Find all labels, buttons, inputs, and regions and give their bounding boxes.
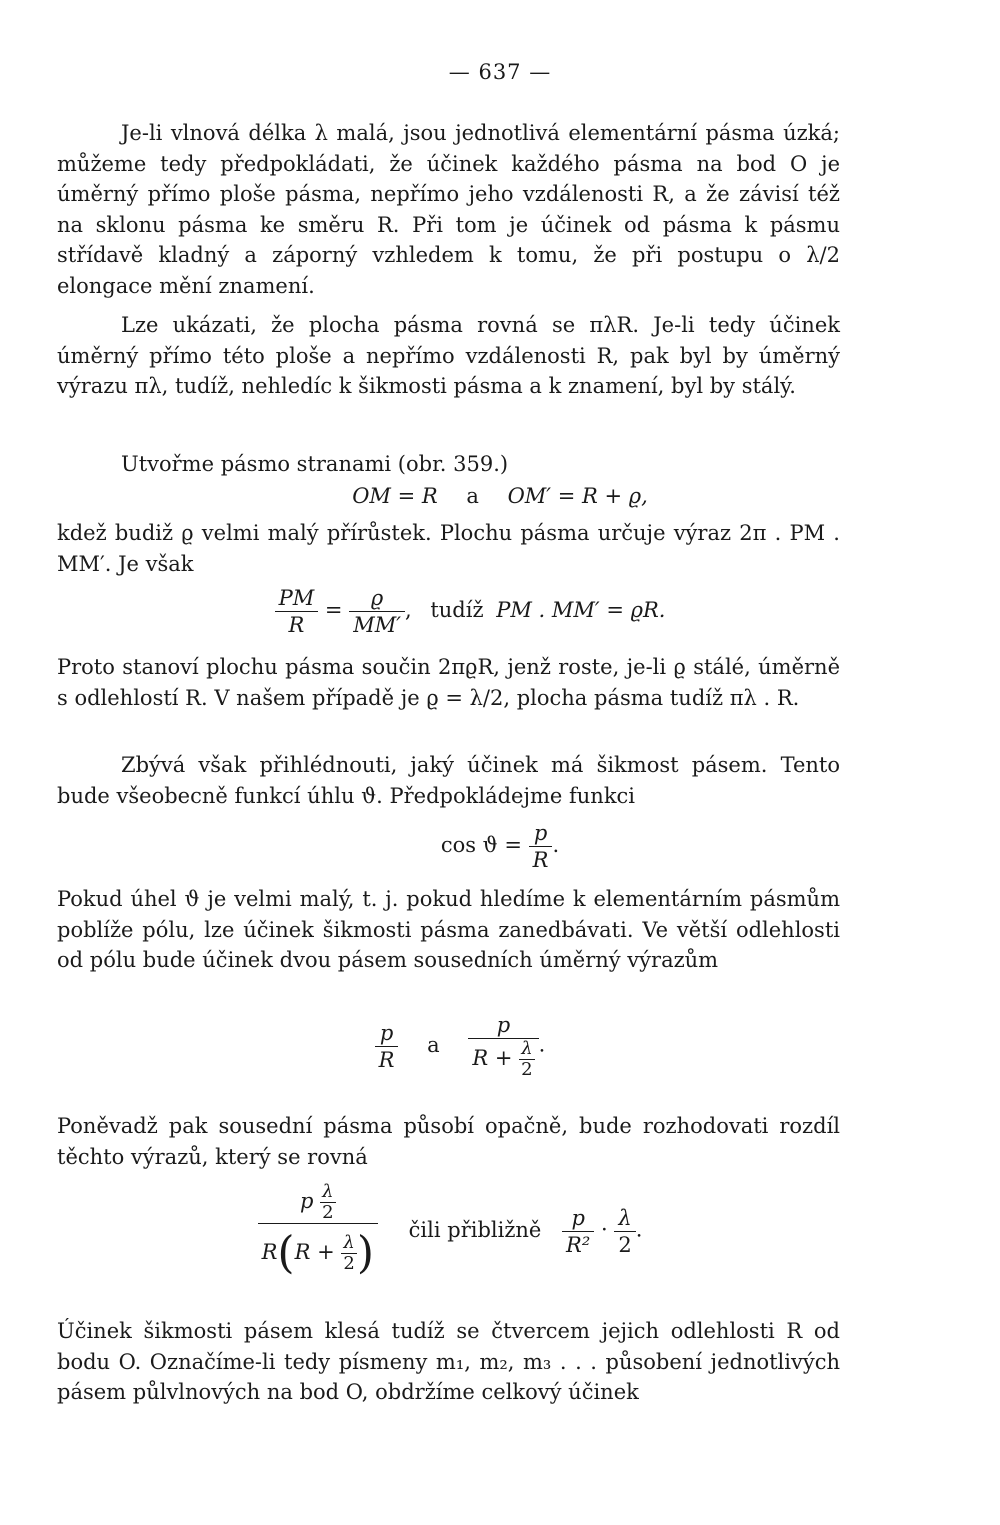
paragraph-zone-area <box>57 310 840 402</box>
fraction-p-over-r-plus-half-lambda: p R + $\frac{\lambda}{2}$ <box>468 1012 538 1080</box>
fraction-difference: p $\frac{\lambda}{2}$ R(R + $\frac{\lambda}{2}$ ) <box>258 1182 378 1280</box>
paragraph-text: kdež budiž ϱ velmi malý přírůstek. Plochu pásma určuje výraz 2π . PM . MM′. Je však <box>57 521 840 576</box>
paragraph-text: Pokud úhel ϑ je velmi malý, t. j. pokud hledíme k elementárním pásmům poblíže pólu, lze účinek šikmosti pásma zanedbávati. Ve větší odlehlosti od pólu bude účinek dvou pásem sousedních úměrný výrazům <box>57 887 840 973</box>
fraction-p-over-r-squared: $\frac{p}{\text{R²}}$ <box>562 1205 594 1258</box>
equation-om-conj: a <box>466 484 479 508</box>
paragraph-text: Poněvadž pak sousední pásma působí opačně, bude rozhodovati rozdíl těchto výrazů, který se rovná <box>57 1114 840 1169</box>
paragraph-form-zone <box>57 449 840 480</box>
fraction-pm-r: $\frac{PM}{R}$ <box>275 585 319 638</box>
paragraph-text: Utvořme pásmo stranami (obr. 359.) <box>121 452 509 476</box>
paragraph-difference <box>57 1111 840 1172</box>
equation-difference: p $\frac{\lambda}{2}$ R(R + $\frac{\lambda}{2}$ ) čili přibližně $\frac{p}{\text{R²}}$ · $\frac{\lambda}{2}$ . <box>0 1182 950 1280</box>
paragraph-obliquity <box>57 750 840 811</box>
equation-cos: cos ϑ = $\frac{p}{R}$ . <box>440 821 560 872</box>
paragraph-text: Je-li vlnová délka λ malá, jsou jednotlivá elementární pásma úzká; můžeme tedy předpokládati, že účinek každého pásma na bod O je úměrný přímo ploše pásma, nepřímo jeho vzdálenosti R, a že závisí též na sklonu pásma ke směru R. Při tom je účinek od pásma k pásmu střídavě kladný a záporný vzhledem k tomu, že při postupu o λ/2 elongace mění znamení. <box>57 121 840 298</box>
paragraph-area-product <box>57 652 840 713</box>
fraction-p-over-r: $\frac{p}{R}$ <box>375 1020 399 1073</box>
equation-ratio: $\frac{PM}{R}$ = $\frac{ϱ}{MM'}$ , tudíž PM . MM′ = ϱR. <box>0 585 970 638</box>
paragraph-small-angle <box>57 884 840 976</box>
paragraph-wavelength-zones <box>57 118 840 302</box>
paragraph-total-effect <box>57 1316 840 1408</box>
fraction-p-r: $\frac{p}{R}$ <box>529 820 553 873</box>
paragraph-text: Účinek šikmosti pásem klesá tudíž se čtvercem jejich odlehlosti R od bodu O. Označíme-li tedy písmeny m₁, m₂, m₃ . . . působení jednotlivých pásem půlvlnových na bod O, obdržíme celkový účinek <box>57 1319 840 1405</box>
equation-om-right: OM′ = R + ϱ, <box>507 484 648 508</box>
paragraph-text: Zbývá však přihlédnouti, jaký účinek má šikmost pásem. Tento bude všeobecně funkcí úhlu ϑ. Předpokládejme funkci <box>57 753 840 808</box>
equation-om <box>0 484 1000 508</box>
fraction-rho-mm: $\frac{ϱ}{MM'}$ <box>349 585 405 638</box>
page-number: — 637 — <box>448 60 552 84</box>
paragraph-text: Proto stanoví plochu pásma součin 2πϱR, jenž roste, je-li ϱ stálé, úměrně s odlehlostí R. V našem případě je ϱ = λ/2, plocha pásma tudíž πλ . R. <box>57 655 840 710</box>
fraction-lambda-half: $\frac{\lambda}{2}$ <box>521 1038 533 1080</box>
paragraph-increment <box>57 518 840 579</box>
equation-om-left: OM = R <box>352 484 438 508</box>
equation-two-expressions: $\frac{p}{R}$ a p R + $\frac{\lambda}{2}$ . <box>0 1012 960 1080</box>
paragraph-text: Lze ukázati, že plocha pásma rovná se πλR. Je-li tedy účinek úměrný přímo této ploše a nepřímo vzdálenosti R, pak byl by úměrný výrazu πλ, tudíž, nehledíc k šikmosti pásma a k znamení, byl by stálý. <box>57 313 840 399</box>
fraction-lambda-over-two: $\frac{\lambda}{2}$ <box>614 1205 635 1258</box>
